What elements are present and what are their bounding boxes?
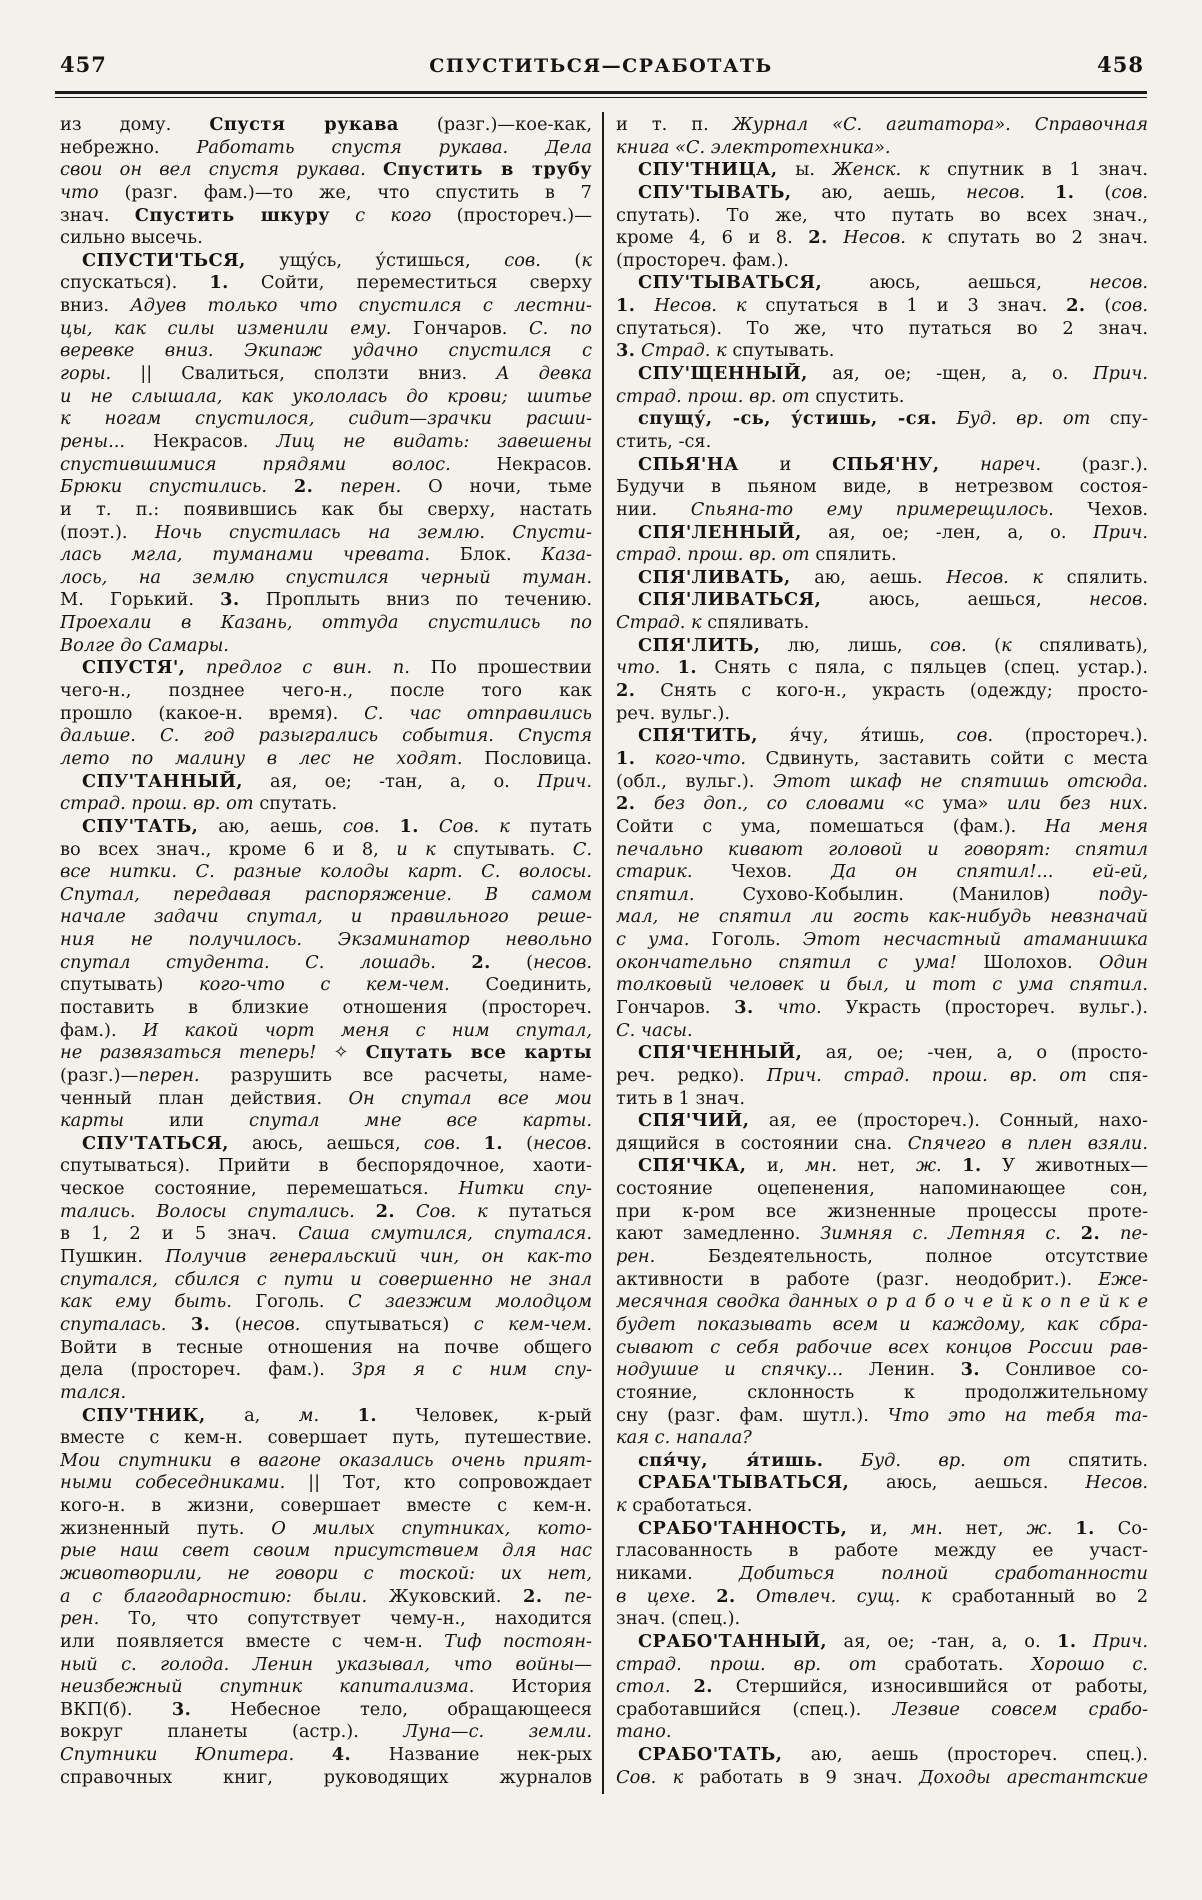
dictionary-line: 1. Несов. к спутаться в 1 и 3 знач. 2. (сов. [616,295,1148,317]
dictionary-line: толковый человек и был, и тот с ума спятил. [616,974,1148,996]
dictionary-line: рены... Некрасов. Лиц не видать: завешены [60,430,592,452]
dictionary-line: и т. п. Журнал «С. агитатора». Справочная [616,114,1148,135]
dictionary-line: Будучи в пьяном виде, в нетрезвом состоя- [616,476,1148,498]
dictionary-line: СПУСТЯ', предлог с вин. п. По прошествии [82,657,592,679]
page-number-right: 458 [1097,52,1144,77]
dictionary-line: страд. прош. вр. от спустить. [616,385,905,407]
dictionary-line: ными собеседниками. || Тот, кто сопровождает [60,1472,592,1494]
dictionary-line: будет показывать всем и каждому, как сбра- [616,1313,1148,1335]
dictionary-line: вокруг планеты (астр.). Луна—с. земли. [60,1721,592,1743]
dictionary-line: в 1, 2 и 5 знач. Саша смутился, спутался. [60,1223,592,1245]
dictionary-line: кая с. напала? [616,1427,752,1449]
dictionary-line: печально кивают головой и говорят: спятил [616,838,1148,860]
dictionary-line: ВКП(б). 3. Небесное тело, обращающееся [60,1698,592,1720]
dictionary-line: СПЯ'ЧИЙ, ая, ее (простореч.). Сонный, нахо- [638,1110,1148,1132]
dictionary-line: при к-ром все жизненные процессы проте- [616,1200,1148,1222]
dictionary-line: М. Горький. 3. Проплыть вниз по течению. [60,589,592,611]
dictionary-line: Пушкин. Получив генеральский чин, он как-то [60,1246,592,1268]
dictionary-line: и не слышала, как укололась до крови; шитье [60,385,592,407]
dictionary-line: жизненный путь. О милых спутниках, кото- [60,1517,592,1539]
dictionary-line: СРАБО'ТАТЬ, аю, аешь (простореч. спец.). [638,1744,1148,1766]
dictionary-line: лось, на землю спустился черный туман. [60,566,592,588]
dictionary-line: ческое состояние, перемешаться. Нитки спу- [60,1178,592,1200]
dictionary-line: спутывать) кого-что с кем-чем. Соединить, [60,974,592,996]
dictionary-line: реч. редко). Прич. страд. прош. вр. от спя- [616,1064,1148,1086]
dictionary-line: СПУ'ТНИК, а, м. 1. Человек, к-рый [82,1404,592,1426]
dictionary-line: или появляется вместе с чем-н. Тиф постоян- [60,1630,592,1652]
dictionary-line: кроме 4, 6 и 8. 2. Несов. к спутать во 2 знач. [616,227,1148,249]
dictionary-line: все нитки. С. разные колоды карт. С. волосы. [60,861,592,883]
dictionary-line: из дому. Спустя рукава (разг.)—кое-как, [60,114,592,135]
dictionary-line: месячная сводка данных о р а б о ч е й к о п е й к е [616,1291,1148,1313]
dictionary-line: спускаться). 1. Сойти, переместиться сверху [60,272,592,294]
dictionary-line: состояние оцепенения, напоминающее сон, [616,1178,1148,1200]
dictionary-line: страд. прош. вр. от сработать. Хорошо с. [616,1653,1148,1675]
dictionary-line: во всех знач., кроме 6 и 8, и к спутывать. С. [60,838,592,860]
running-title: СПУСТИТЬСЯ—СРАБОТАТЬ [429,55,773,77]
dictionary-line: к сработаться. [616,1495,753,1517]
dictionary-line: спятил. Сухово-Кобылин. (Манилов) поду- [616,883,1148,905]
dictionary-line: СПЯ'ЛИТЬ, лю, лишь, сов. (к спяливать), [638,634,1148,656]
dictionary-line: старик. Чехов. Да он спятил!... ей-ей, [616,861,1148,883]
dictionary-line: спутался, сбился с пути и совершенно не знал [60,1268,592,1290]
dictionary-line: С. часы. [616,1019,693,1041]
dictionary-line: СПЯ'ТИТЬ, я́чу, я́тишь, сов. (простореч.). [638,725,1148,747]
dictionary-line: Спутники Юпитера. 4. Название нек-рых [60,1744,592,1766]
dictionary-line: (поэт.). Ночь спустилась на землю. Спусти- [60,521,592,543]
dictionary-line: нии. Спьяна-то ему примерещилось. Чехов. [616,498,1148,520]
dictionary-line: спутаться). То же, что путаться во 2 знач. [616,317,1148,339]
dictionary-line: рен. То, что сопутствует чему-н., находится [60,1608,592,1630]
dictionary-line: стол. 2. Стершийся, износившийся от работы, [616,1676,1148,1698]
dictionary-line: знач. (спец.). [616,1608,741,1630]
dictionary-line: СПУ'ТЫВАТЬ, аю, аешь, несов. 1. (сов. [638,181,1148,203]
dictionary-line: активности в работе (разг. неодобрит.). Еже- [616,1268,1148,1290]
dictionary-line: ния не получилось. Экзаминатор невольно [60,929,592,951]
dictionary-line: с ума. Гоголь. Этот несчастный атаманишка [616,929,1148,951]
dictionary-line: как ему быть. Гоголь. С заезжим молодцом [60,1291,592,1313]
dictionary-line: сну (разг. фам. шутл.). Что это на тебя та- [616,1404,1148,1426]
column-right [616,114,1148,1789]
dictionary-line: СПУ'ТЫВАТЬСЯ, аюсь, аешься, несов. [638,272,1148,294]
dictionary-line: стить, -ся. [616,430,712,452]
dictionary-line: спутал студента. С. лошадь. 2. (несов. [60,951,592,973]
dictionary-line: реч. вульг.). [616,702,730,724]
column-left [60,114,592,1789]
dictionary-line: что. 1. Снять с пяла, с пяльцев (спец. устар.). [616,657,1148,679]
dictionary-line: дящийся в состоянии сна. Спячего в плен взяли. [616,1132,1148,1154]
dictionary-line: кают замедленно. Зимняя с. Летняя с. 2. пе- [616,1223,1148,1245]
dictionary-line: Брюки спустились. 2. перен. О ночи, тьме [60,476,592,498]
dictionary-line: спуталась. 3. (несов. спутываться) с кем-чем. [60,1313,592,1335]
dictionary-line: окончательно спятил с ума! Шолохов. Один [616,951,1148,973]
dictionary-line: вместе с кем-н. совершает путь, путешествие. [60,1427,592,1449]
dictionary-line: и т. п.: появившись как бы сверху, настать [60,498,592,520]
dictionary-line: СПУ'ТАТЬСЯ, аюсь, аешься, сов. 1. (несов. [82,1132,592,1154]
dictionary-line: начале задачи спутал, и правильного реше- [60,906,592,928]
dictionary-line: СПЯ'ЛИВАТЬСЯ, аюсь, аешься, несов. [638,589,1148,611]
dictionary-line: знач. Спустить шкуру с кого (простореч.)— [60,204,592,226]
dictionary-line: дела (простореч. фам.). Зря я с ним спу- [60,1359,592,1381]
dictionary-line: СПЬЯ'НА и СПЬЯ'НУ, нареч. (разг.). [638,453,1148,475]
dictionary-line: дальше. С. год разыгрались события. Спустя [60,725,592,747]
dictionary-line: спущу́, -сь, у́стишь, -ся. Буд. вр. от спу- [638,408,1148,430]
dictionary-line: лето по малину в лес не ходят. Пословица. [60,747,592,769]
dictionary-line: прошло (какое-н. время). С. час отправились [60,702,592,724]
header-rule-thick [55,91,1147,94]
dictionary-line: (разг.)—перен. разрушить все расчеты, наме- [60,1064,592,1086]
dictionary-line: Сойти с ума, помешаться (фам.). На меня [616,815,1148,837]
dictionary-line: книга «С. электротехника». [616,136,891,158]
dictionary-line: спутываться). Прийти в беспорядочное, хаоти- [60,1155,592,1177]
dictionary-line: а с благодарностию: были. Жуковский. 2. пе- [60,1585,592,1607]
dictionary-line: (обл., вульг.). Этот шкаф не спятишь отсюда. [616,770,1148,792]
dictionary-line: СПЯ'ЛЕННЫЙ, ая, ое; -лен, а, о. Прич. [638,521,1148,543]
dictionary-line: неизбежный спутник капитализма. История [60,1676,592,1698]
dictionary-line: тить в 1 знач. [616,1087,746,1109]
dictionary-line: 2. Снять с кого-н., украсть (одежду; просто- [616,680,1148,702]
dictionary-line: цы, как силы изменили ему. Гончаров. С. по [60,317,592,339]
dictionary-line: рен. Бездеятельность, полное отсутствие [616,1246,1148,1268]
dictionary-line: Войти в тесные отношения на почве общего [60,1336,592,1358]
dictionary-line: тано. [616,1721,672,1743]
dictionary-line: Страд. к спяливать. [616,612,810,634]
dictionary-line: поставить в близкие отношения (простореч. [60,996,592,1018]
dictionary-line: Волге до Самары. [60,634,229,656]
dictionary-line: сывают с себя рабочие всех концов России рав- [616,1336,1148,1358]
dictionary-line: СРАБА'ТЫВАТЬСЯ, аюсь, аешься. Несов. [638,1472,1148,1494]
dictionary-line: никами. Добиться полной сработанности [616,1563,1148,1584]
column-divider [602,112,604,1794]
dictionary-line: стояние, склонность к продолжительному [616,1381,1148,1403]
dictionary-line: карты или спутал мне все карты. [60,1110,592,1132]
page-number-left: 457 [60,52,107,77]
dictionary-line: СРАБО'ТАННОСТЬ, и, мн. нет, ж. 1. Со- [638,1517,1148,1539]
dictionary-line: спя́чу, я́тишь. Буд. вр. от спятить. [638,1449,1148,1471]
dictionary-line: свои он вел спустя рукава. Спустить в трубу [60,159,592,181]
dictionary-line: вниз. Адуев только что спустился с лестни- [60,295,592,317]
dictionary-line: СРАБО'ТАННЫЙ, ая, ое; -тан, а, о. 1. Прич. [638,1630,1148,1652]
dictionary-line: рые наш свет своим присутствием для нас [60,1540,592,1562]
dictionary-line: гласованность в работе между ее участ- [616,1540,1148,1562]
dictionary-line: СПЯ'ЧКА, и, мн. нет, ж. 1. У животных— [638,1155,1148,1177]
dictionary-line: Проехали в Казань, оттуда спустились по [60,612,592,634]
dictionary-line: Мои спутники в вагоне оказались очень прият- [60,1449,592,1471]
dictionary-line: Гончаров. 3. что. Украсть (простореч. вульг.). [616,996,1148,1018]
dictionary-line: сработавшийся (спец.). Лезвие совсем срабо- [616,1698,1148,1720]
dictionary-line: спустившимися прядями волос. Некрасов. [60,453,592,475]
dictionary-line: СПУ'ЩЕННЫЙ, ая, ое; -щен, а, о. Прич. [638,363,1148,385]
dictionary-line: СПУ'ТАННЫЙ, ая, ое; -тан, а, о. Прич. [82,770,592,792]
dictionary-line: небрежно. Работать спустя рукава. Дела [60,136,592,158]
dictionary-line: тались. Волосы спутались. 2. Сов. к путаться [60,1200,592,1222]
dictionary-line: СПЯ'ЛИВАТЬ, аю, аешь. Несов. к спялить. [638,566,1148,588]
dictionary-line: справочных книг, руководящих журналов [60,1766,592,1788]
dictionary-line: что (разг. фам.)—то же, что спустить в 7 [60,181,592,203]
dictionary-line: не развязаться теперь! ✧ Спутать все карты [60,1042,592,1064]
dictionary-line: страд. прош. вр. от спялить. [616,544,897,566]
dictionary-line: 3. Страд. к спутывать. [616,340,835,362]
header-rule-thin [55,97,1147,98]
dictionary-line: чего-н., позднее чего-н., после того как [60,680,592,702]
dictionary-line: (простореч. фам.). [616,249,789,271]
dictionary-line: мал, не спятил ли гость как-нибудь невзначай [616,906,1148,928]
dictionary-line: фам.). И какой чорт меня с ним спутал, [60,1019,592,1041]
dictionary-line: Сов. к работать в 9 знач. Доходы арестантские [616,1766,1148,1788]
dictionary-line: 2. без доп., со словами «с ума» или без них. [616,793,1148,815]
dictionary-line: лась мгла, туманами чревата. Блок. Каза- [60,544,592,566]
dictionary-line: ный с. голода. Ленин указывал, что войны— [60,1653,592,1675]
dictionary-line: СПЯ'ЧЕННЫЙ, ая, ое; -чен, а, о (просто- [638,1042,1148,1064]
dictionary-line: ченный план действия. Он спутал все мои [60,1087,592,1109]
dictionary-line: тался. [60,1381,127,1403]
dictionary-line: к ногам спустилося, сидит—зрачки расши- [60,408,592,430]
dictionary-line: СПУ'ТАТЬ, аю, аешь, сов. 1. Сов. к путать [82,815,592,837]
dictionary-line: нодушие и спячку... Ленин. 3. Сонливое со- [616,1359,1148,1381]
dictionary-line: горы. || Свалиться, сползти вниз. А девка [60,363,592,385]
dictionary-line: страд. прош. вр. от спутать. [60,793,338,815]
dictionary-line: СПУ'ТНИЦА, ы. Женск. к спутник в 1 знач. [638,159,1148,181]
dictionary-line: кого-н. в жизни, совершает вместе с кем-н. [60,1495,592,1517]
dictionary-line: спутать). То же, что путать во всех знач., [616,204,1148,226]
dictionary-line: животворили, не говори с тоской: их нет, [60,1563,592,1584]
dictionary-line: сильно высечь. [60,227,203,249]
dictionary-line: Спутал, передавая распоряжение. В самом [60,883,592,905]
dictionary-line: СПУСТИ'ТЬСЯ, ущу́сь, у́стишься, сов. (к [82,249,592,271]
dictionary-line: в цехе. 2. Отвлеч. сущ. к сработанный во 2 [616,1585,1148,1607]
dictionary-line: 1. кого-что. Сдвинуть, заставить сойти с места [616,747,1148,769]
dictionary-line: веревке вниз. Экипаж удачно спустился с [60,340,592,362]
